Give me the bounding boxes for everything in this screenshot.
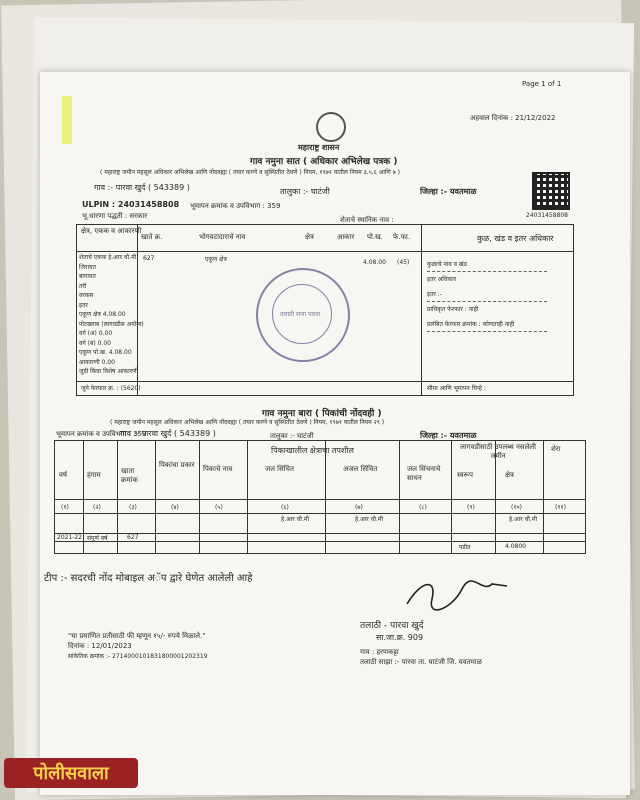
unit-irrigated: हे.आर चौ.मी <box>281 516 309 523</box>
col-irrigated: जल सिंचित <box>265 465 294 473</box>
village: गाव :- पारवा खुर्द ( 543389 ) <box>94 183 190 192</box>
num-6: (६) <box>281 504 289 511</box>
district-2: जिल्हा :- यवतमाळ <box>420 431 477 440</box>
unit-non-irrigated: हे.आर चौ.मी <box>355 516 383 523</box>
remarks-header: शेरा <box>551 445 561 453</box>
tenure: भू.धारणा पद्धती : सरकार <box>82 212 148 220</box>
row-season: संपूर्ण वर्ष <box>87 535 108 542</box>
verification-number: सांकेतिक क्रमांक :- 2714000101831800001202319 <box>68 653 208 660</box>
note: टीप :- सदरची नोंद मोबाइल अॅप द्वारे घेणेत आलेली आहे <box>44 573 253 584</box>
num-11: (११) <box>555 504 566 511</box>
pokh-header: पो.ख. <box>367 233 383 241</box>
col-khata: खाता क्रमांक <box>121 467 138 484</box>
left-column-lines: शेताचे एकक हे.आर.चौ.मी. जिरायत बागायत तरी वरकस इतर एकूण क्षेत्र 4.08.00 पोटखराब (लागवडीस अयोग्य) वर्ग (अ) 0.00 वर्ग (ब) 0.00 एकूण पो.ख. 4.08.00 आकारणी 0.00 जुडी किंवा विशेष आकारणी <box>79 254 144 375</box>
num-10: (१०) <box>511 504 522 511</box>
fefar-header: फे.फा. <box>393 233 411 241</box>
village-2: गाव :- पारवा खुर्द ( 543389 ) <box>120 429 216 438</box>
old-change-no: जुने फेरफार क्र. : (5620) <box>81 385 141 392</box>
form12-title: गाव नमुना बारा ( पिकांची नोंदवही ) <box>262 409 382 419</box>
akar-header: आकार <box>337 233 355 241</box>
col-season: हंगाम <box>87 471 101 479</box>
num-5: (५) <box>215 504 223 511</box>
col-non-irrigated: अजल सिंचित <box>343 465 378 473</box>
row-fallow-area: 4.0800 <box>505 543 526 550</box>
form12-rule: ( महाराष्ट्र जमीन महसूल अधिकार अभिलेख आणि नोंदवह्या ( तयार करणे व सुस्थितीत ठेवणे ) नियम, १९७१ यातील नियम २९ ) <box>110 419 385 426</box>
form7-title: गाव नमुना सात ( अधिकार अभिलेख पत्रक ) <box>250 157 398 167</box>
document-page <box>40 72 630 795</box>
signature <box>402 574 512 614</box>
crop-register-table <box>54 440 586 554</box>
watermark-logo: पोलीसवाला <box>4 758 138 788</box>
taluka-2: तालुका :- घाटंजी <box>270 432 314 440</box>
col-crop-name: पिकाचे नाव <box>203 465 233 473</box>
survey-number: भूमापन क्रमांक व उपविभाग : 359 <box>190 202 281 210</box>
district: जिल्हा :- यवतमाळ <box>420 187 477 196</box>
row-year: 2021-22 <box>57 534 83 541</box>
highlighter-mark <box>62 96 72 144</box>
talathi-line: तलाठी साझा :- पारवा ता. घाटंजी जि. यवतमाळ <box>360 658 482 666</box>
holder-name: एकूण क्षेत्र <box>205 256 227 263</box>
certification-line: "या प्रमाणित प्रतीसाठी फी म्हणून १५/- रुपये मिळाले." <box>68 632 206 640</box>
signer-sub: सा.जा.क्र. 909 <box>376 633 424 642</box>
talathi-stamp-seal <box>256 268 350 362</box>
row-fallow-label: पडीत <box>459 544 471 551</box>
state-header: महाराष्ट्र शासन <box>298 143 340 152</box>
num-9: (९) <box>467 504 475 511</box>
seal-text: तलाठी सजा पारवा <box>280 311 321 318</box>
khata-number: 627 <box>143 255 155 262</box>
government-emblem-icon <box>316 112 346 142</box>
report-date: अहवाल दिनांक : 21/12/2022 <box>470 114 556 122</box>
num-1: (१) <box>61 504 69 511</box>
signer-title: तलाठी - पारवा खुर्द <box>360 621 424 631</box>
date-line: दिनांक : 12/01/2023 <box>68 642 132 650</box>
akar-value: (45) <box>397 259 410 266</box>
ulpin: ULPIN : 24031458808 <box>82 200 180 209</box>
boundary-label: सीमा आणि भूमापन चिन्हे : <box>427 385 486 392</box>
num-7: (७) <box>355 504 363 511</box>
crop-detail-header: पिकाखालील क्षेत्राचा तपशील <box>271 446 354 455</box>
right-column-lines: कुळाचे नाव व खंड इतर अधिकार इतर :- प्राधिकृत फेरफार : नाही प्रलंबित फेरफार क्रमांक : कोणताही नाही <box>427 261 515 328</box>
col-year: वर्ष <box>59 471 67 479</box>
col-irrigation-source: जल सिंचनाचे साधन <box>407 465 441 482</box>
col-area: क्षेत्र <box>505 471 514 479</box>
form7-rule: ( महाराष्ट्र जमीन महसूल अधिकार अभिलेख आणि नोंदवह्या ( तयार करणे व सुस्थितीत ठेवणे ) नियम, १९७१ यातील नियम ३,५,६ आणि ७ ) <box>100 169 401 176</box>
num-3: (३) <box>129 504 137 511</box>
num-8: (८) <box>419 504 427 511</box>
kshetra-header: क्षेत्र <box>305 233 314 241</box>
unit-area: हे.आर चौ.मी <box>509 516 537 523</box>
page-number: Page 1 of 1 <box>522 80 562 88</box>
rights-header: कुळ, खंड व इतर अधिकार <box>477 234 554 243</box>
survey-number-2: भूमापन क्रमांक व उपविभाग : 359 <box>56 430 147 438</box>
row-khata: 627 <box>127 534 139 541</box>
num-2: (२) <box>93 504 101 511</box>
holder-header: भोगवटादाराचे नाव <box>199 233 246 241</box>
office-line: गाव : हरणकट्टा <box>360 648 399 656</box>
area-value: 4.08.00 <box>363 259 386 266</box>
taluka: तालुका :- घाटंजी <box>280 187 330 196</box>
area-unit-header: क्षेत्र, एकक व आकारणी <box>81 227 142 235</box>
num-4: (४) <box>171 504 179 511</box>
local-name-label: शेताचे स्थानिक नाव : <box>340 216 394 224</box>
col-crop-type: पिकांचा प्रकार <box>159 461 195 469</box>
qr-code-icon <box>532 172 570 210</box>
col-nature: स्वरूप <box>457 471 474 479</box>
unavailable-land-header: लागवडीसाठी उपलब्ध नसलेली जमीन <box>460 443 536 460</box>
code-right: 24031458808 <box>526 212 568 219</box>
khata-header: खाते क्र. <box>141 233 163 241</box>
